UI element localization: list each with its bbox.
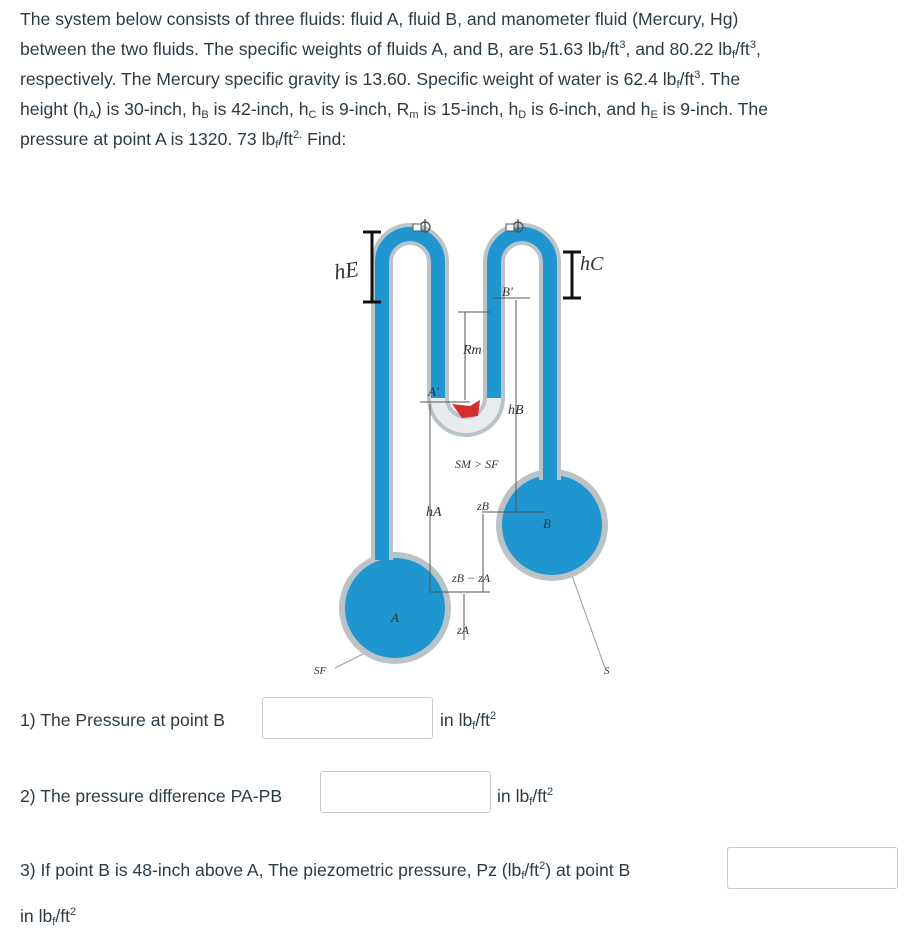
problem-line-3 — [20, 64, 900, 94]
subscript: m — [409, 109, 419, 121]
problem-text: respectively. The Mercury specific gravity is 13.60. Specific weight of water is 62.4 lb — [20, 69, 677, 89]
superscript: 3 — [619, 39, 626, 51]
subscript: D — [518, 109, 527, 121]
label-b: B — [543, 516, 551, 531]
superscript: 3 — [749, 39, 756, 51]
label-a-prime: A' — [428, 384, 439, 399]
problem-text: is 9-inch, R — [316, 99, 410, 119]
unit-text: in lb — [497, 786, 530, 806]
problem-text: ) is 30-inch, h — [95, 99, 202, 119]
unit-q1 — [440, 710, 496, 731]
subscript: A — [88, 109, 96, 121]
unit-text: in lb — [440, 710, 473, 730]
problem-text: The system below consists of three fluids: fluid A, fluid B, and manometer fluid (Mercury, Hg) — [20, 9, 739, 29]
label-zb: zB — [477, 499, 489, 513]
unit-text: /ft — [55, 906, 71, 926]
subscript: f — [521, 870, 525, 882]
problem-line-1 — [20, 4, 900, 34]
problem-text: is 9-inch. The — [657, 99, 768, 119]
unit-text: /ft — [532, 786, 548, 806]
subscript: f — [676, 79, 680, 91]
question-3-text: ) at point B — [545, 860, 631, 880]
subscript: f — [601, 49, 605, 61]
subscript: f — [275, 139, 279, 151]
tank-b-fluid — [502, 475, 602, 575]
problem-text: , — [755, 39, 761, 59]
problem-text: . The — [700, 69, 741, 89]
label-s: S — [604, 665, 610, 677]
problem-line-4 — [20, 94, 900, 124]
superscript: 2. — [293, 129, 303, 141]
question-3-text: 3) If point B is 48-inch above A, The piezometric pressure, Pz (lb — [20, 860, 522, 880]
label-za: zA — [457, 623, 469, 637]
problem-line-5 — [20, 124, 900, 154]
label-he: hE — [332, 256, 361, 285]
superscript: 3 — [694, 69, 701, 81]
problem-text: between the two fluids. The specific weights of fluids A, and B, are 51.63 lb — [20, 39, 602, 59]
superscript: 2 — [547, 786, 554, 798]
label-zb-za: zB − zA — [452, 571, 491, 585]
problem-text: /ft — [735, 39, 750, 59]
label-sm-sf: SM > SF — [455, 457, 499, 471]
problem-text: is 6-inch, and h — [526, 99, 651, 119]
pressure-difference-input[interactable] — [320, 771, 491, 813]
superscript: 2 — [70, 906, 77, 918]
piezometric-pressure-input[interactable] — [727, 847, 898, 889]
question-1-label: 1) The Pressure at point B — [20, 710, 226, 730]
pressure-b-input[interactable] — [262, 697, 433, 739]
stand-line-right — [570, 570, 605, 668]
label-hc: hC — [580, 253, 604, 275]
problem-line-2 — [20, 34, 900, 64]
label-ha: hA — [426, 505, 442, 520]
subscript: f — [472, 720, 476, 732]
superscript: 2 — [490, 710, 497, 722]
unit-text: in lb — [20, 906, 53, 926]
problem-text: is 42-inch, h — [208, 99, 309, 119]
question-2-label: 2) The pressure difference PA-PB — [20, 786, 283, 806]
hc-dimension — [563, 252, 581, 298]
problem-statement — [20, 4, 900, 154]
problem-text: /ft — [604, 39, 620, 59]
unit-q3 — [20, 906, 76, 927]
problem-text: is 15-inch, h — [418, 99, 519, 119]
problem-text: height (h — [20, 99, 89, 119]
subscript: f — [52, 916, 56, 928]
problem-text: , and 80.22 lb — [625, 39, 733, 59]
problem-text: Find: — [302, 129, 347, 149]
subscript: f — [732, 49, 736, 61]
problem-text: pressure at point A is 1320. 73 lb — [20, 129, 276, 149]
subscript: B — [201, 109, 209, 121]
manometer-diagram — [300, 208, 640, 686]
problem-text: /ft — [679, 69, 695, 89]
label-rm: Rm — [463, 343, 482, 358]
problem-text: /ft — [278, 129, 294, 149]
unit-text: /ft — [475, 710, 491, 730]
question-3-text: /ft — [524, 860, 540, 880]
question-3-label — [20, 860, 630, 881]
label-b-prime: B' — [502, 284, 513, 299]
label-a: A — [391, 610, 399, 625]
subscript: C — [308, 109, 317, 121]
unit-q2 — [497, 786, 553, 807]
label-hb: hB — [508, 403, 524, 418]
subscript: E — [650, 109, 658, 121]
label-sf: SF — [314, 665, 327, 677]
superscript: 2 — [539, 860, 546, 872]
subscript: f — [529, 796, 533, 808]
